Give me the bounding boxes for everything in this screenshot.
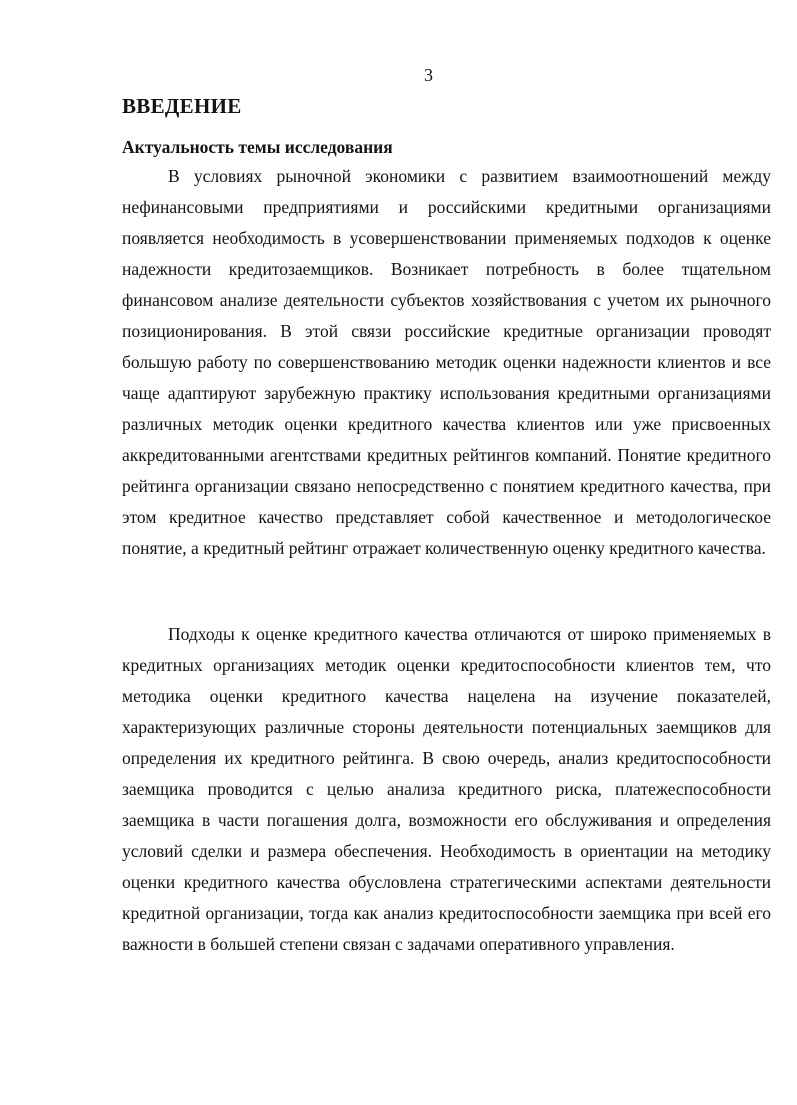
page-title: ВВЕДЕНИЕ bbox=[122, 94, 242, 118]
section-subtitle: Актуальность темы исследования bbox=[122, 137, 393, 157]
page-number: 3 bbox=[424, 65, 433, 85]
paragraph-2: Подходы к оценке кредитного качества отличаются от широко применяемых в кредитных организациях методик оценки кредитоспособности клиентов тем, что методика оценки кредитного качества нацелена на изучение показателей, характеризующих различные стороны деятельности потенциальных заемщиков для определения их кредитного рейтинга. В свою очередь, анализ кредитоспособности заемщика проводится с целью анализа кредитного риска, платежеспособности заемщика в части погашения долга, возможности его обслуживания и определения условий сделки и размера обеспечения. Необходимость в ориентации на методику оценки кредитного качества обусловлена стратегическими аспектами деятельности кредитной организации, тогда как анализ кредитоспособности заемщика при всей его важности в большей степени связан с задачами оперативного управления. bbox=[122, 624, 771, 954]
paragraph-1: В условиях рыночной экономики с развитием взаимоотношений между нефинансовыми предприятиями и российскими кредитными организациями появляется необходимость в усовершенствовании применяемых подходов к оценке надежности кредитозаемщиков. Возникает потребность в более тщательном финансовом анализе деятельности субъектов хозяйствования с учетом их рыночного позиционирования. В этой связи российские кредитные организации проводят большую работу по совершенствованию методик оценки надежности клиентов и все чаще адаптируют зарубежную практику использования кредитными организациями различных методик оценки кредитного качества клиентов или уже присвоенных аккредитованными агентствами кредитных рейтингов компаний. Понятие кредитного рейтинга организации связано непосредственно с понятием кредитного качества, при этом кредитное качество представляет собой качественное и методологическое понятие, а кредитный рейтинг отражает количественную оценку кредитного качества. bbox=[122, 166, 771, 558]
